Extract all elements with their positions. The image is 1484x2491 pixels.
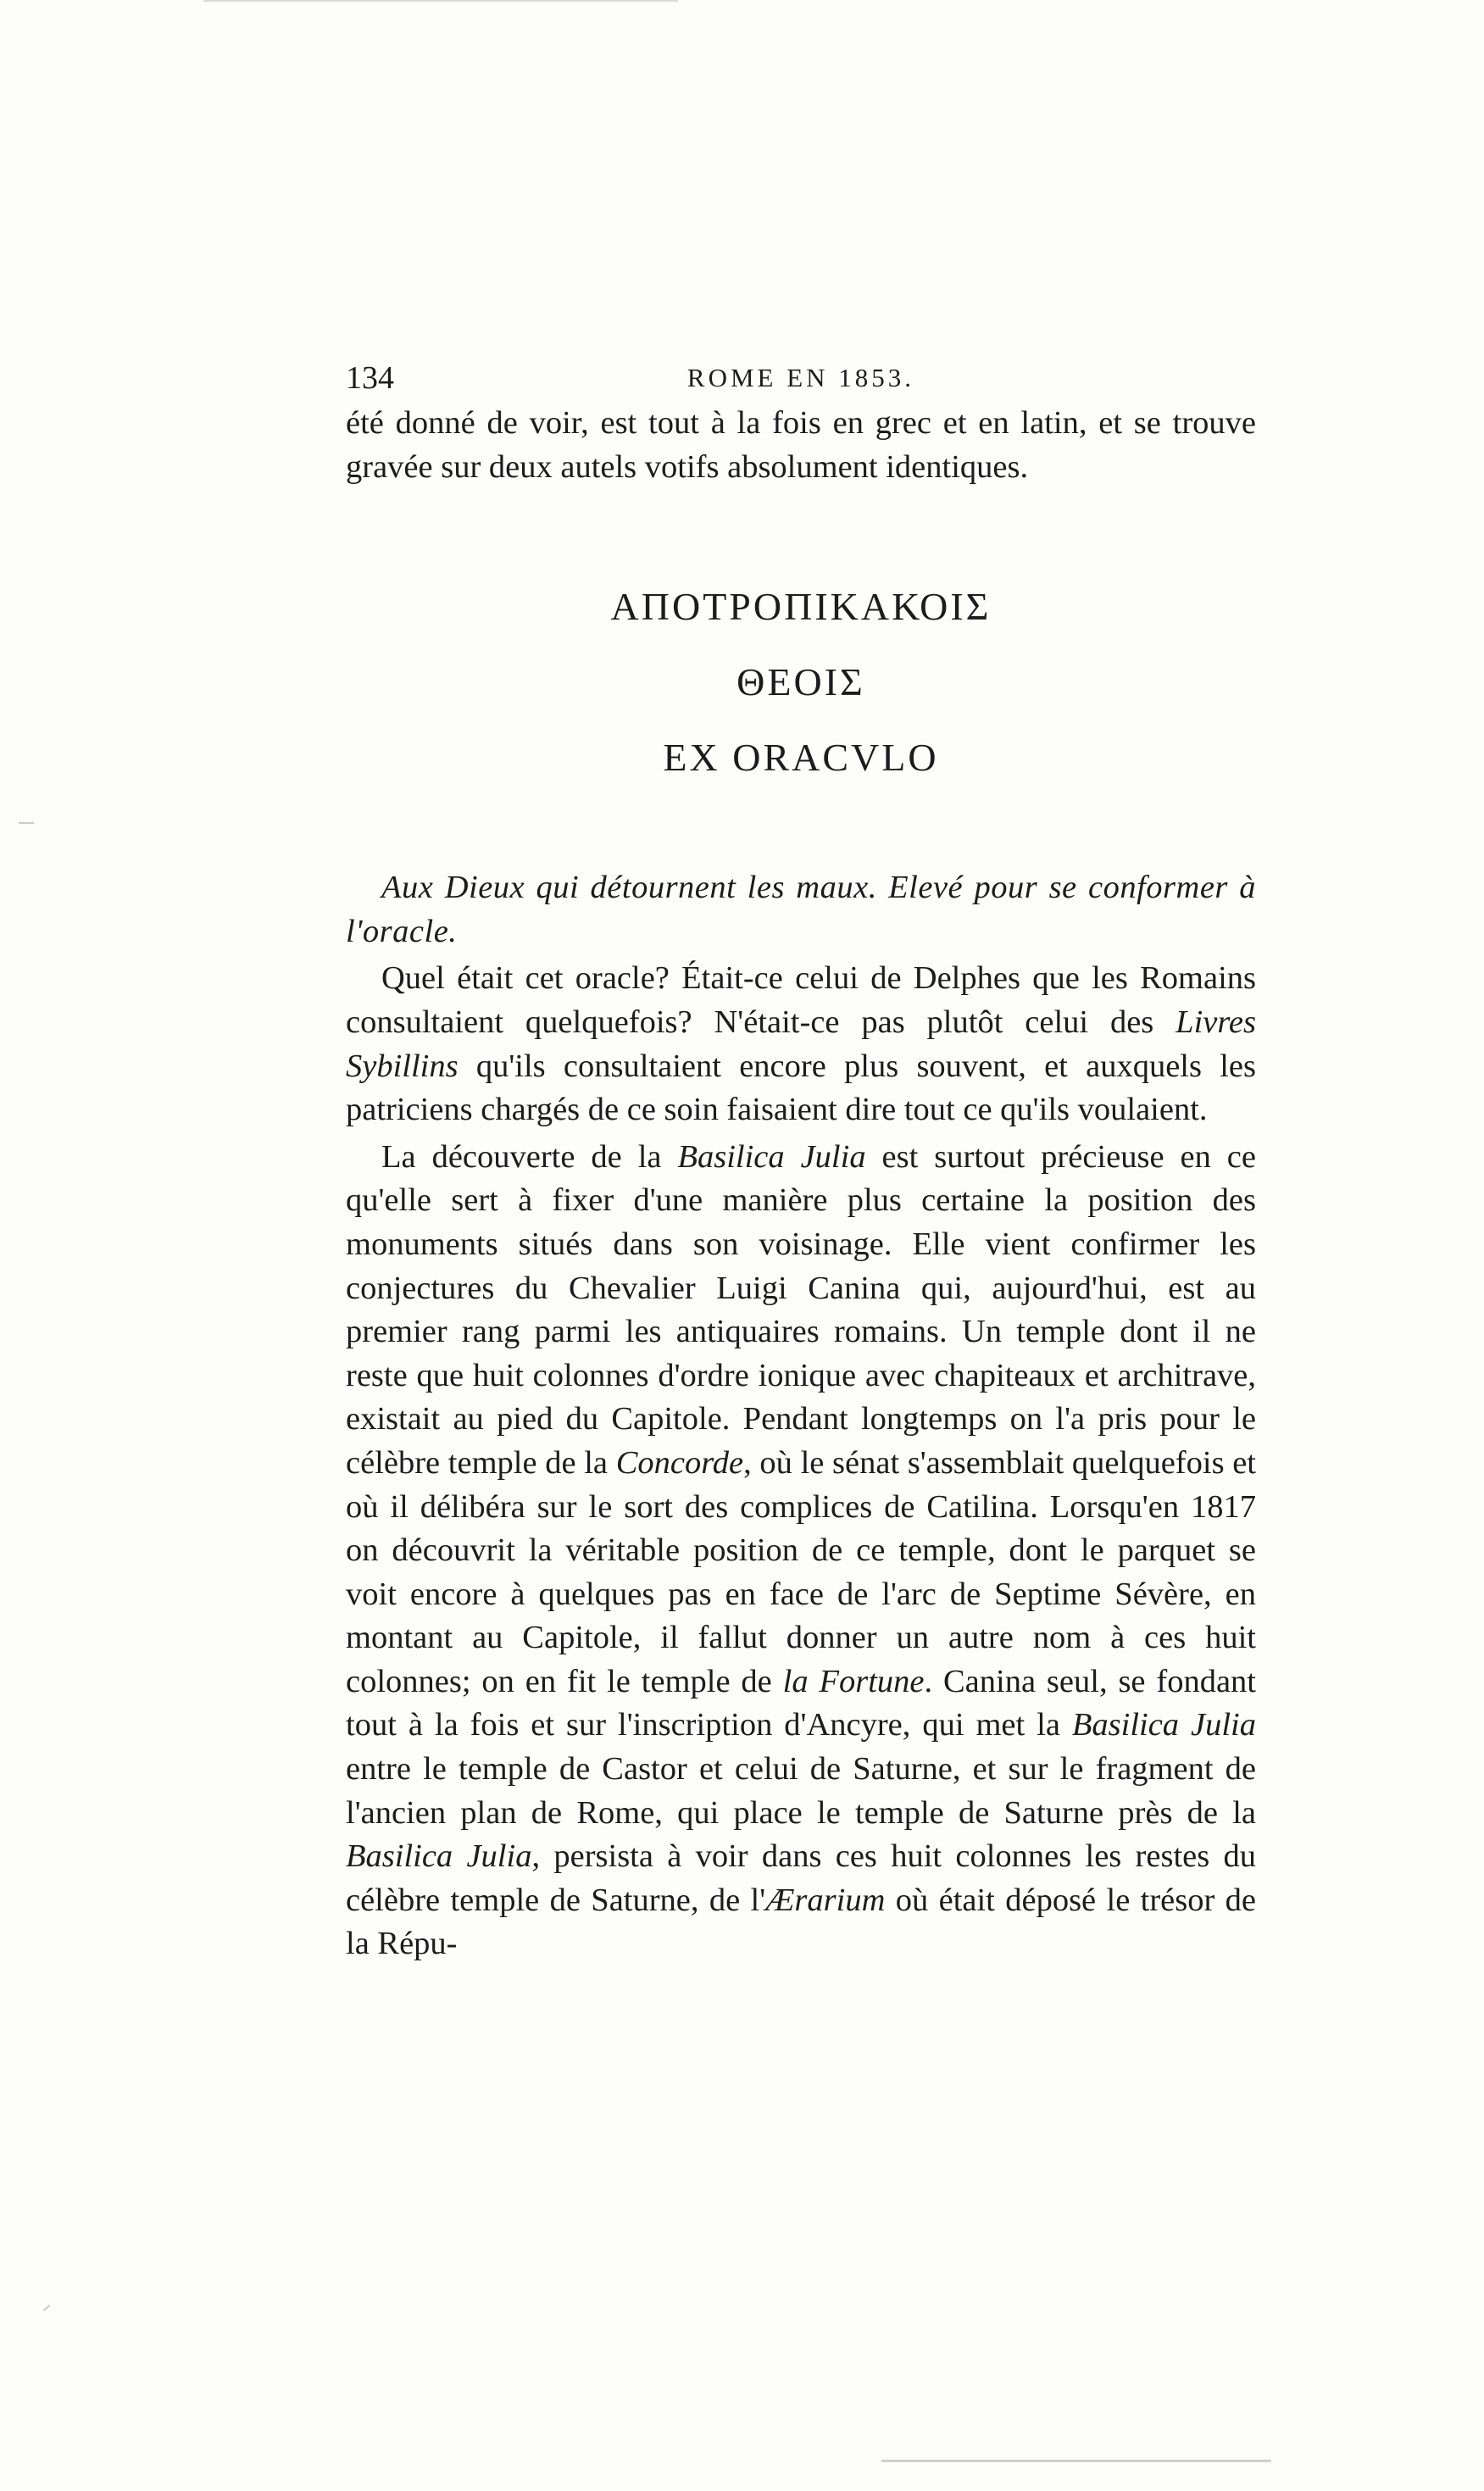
page-number: 134 (346, 360, 394, 396)
paragraph-basilica-italic-2: Concorde (615, 1444, 744, 1481)
paragraph-basilica-text-2: est surtout précieuse en ce qu'elle sert à fixer d'une manière plus certaine la position des monuments situés dans son voisinage. Elle vient confirmer les conjectures du Chevalier Luigi Canina qui, aujourd'hui, est au premier rang parmi les antiquaires romains. Un temple dont il ne reste que huit colonnes d'ordre ionique avec chapiteaux et architrave, existait au pied du Capitole. Pendant longtemps on l'a pris pour le célèbre temple de la (346, 1138, 1256, 1481)
paragraph-basilica-italic-3: la Fortune (782, 1663, 925, 1699)
inscription-line-greek-1: ΑΠΟΤΡΟΠΙΚΑΚΟΙΣ (610, 585, 992, 629)
continuation-paragraph: été donné de voir, est tout à la fois en grec et en latin, et se trouve gravée sur deux autels votifs absolument identiques. (346, 405, 1256, 485)
body-text-main (346, 866, 1256, 1966)
paragraph-oracle (346, 957, 1256, 1132)
paragraph-basilica-text-7: où était déposé le trésor de la Répu- (346, 1882, 1256, 1962)
paragraph-basilica-italic-1: Basilica Julia (677, 1138, 866, 1175)
body-text (346, 402, 1256, 489)
translation-text: Aux Dieux qui détournent les maux. Elevé pour se conformer à l'oracle. (346, 870, 1256, 949)
scan-mark-left (19, 822, 34, 824)
inscription-line-latin: EX ORACVLO (663, 736, 939, 780)
paragraph-basilica-italic-6: Ærarium (765, 1882, 886, 1918)
paragraph-oracle-text-1: Quel était cet oracle? Était-ce celui de Delphes que les Romains consultaient quelquefois? N'était-ce pas plutôt celui des (346, 960, 1256, 1040)
paragraph-basilica-text-3: , où le sénat s'assemblait quelquefois et où il délibéra sur le sort des complices de Catilina. Lorsqu'en 1817 on découvrit la véritable position de ce temple, dont le parquet se voit encore à quelques pas en face de l'arc de Septime Sévère, en montant au Capitole, il fallut donner un autre nom à ces huit colonnes; on en fit le temple de (346, 1444, 1257, 1699)
paragraph-basilica (346, 1136, 1256, 1966)
paragraph-basilica-text-4: . Canina seul, se fondant tout à la fois et sur l'inscription d'Ancyre, qui met la (346, 1663, 1257, 1743)
paragraph-basilica-text-6: , persista à voir dans ces huit colonnes les restes du célèbre temple de Saturne, de l' (346, 1838, 1256, 1918)
paragraph-basilica-text-5: entre le temple de Castor et celui de Saturne, et sur le fragment de l'ancien plan de Rome, qui place le temple de Saturne près de la (346, 1751, 1256, 1831)
running-title: ROME EN 1853. (686, 363, 915, 392)
scan-mark-bottom (881, 2460, 1271, 2462)
paragraph-basilica-italic-4: Basilica Julia (1071, 1707, 1256, 1743)
running-head (346, 354, 1256, 402)
scan-mark-bottom-left (43, 2305, 51, 2311)
inscription (346, 585, 1256, 780)
paragraph-oracle-italic-1: Livres Sybillins (346, 1004, 1256, 1084)
inscription-line-greek-2: ΘΕΟΙΣ (736, 660, 865, 704)
translation-paragraph (346, 866, 1256, 954)
book-page (346, 354, 1256, 1966)
scan-mark-top (203, 0, 678, 2)
paragraph-oracle-text-2: qu'ils consultaient encore plus souvent, et auxquels les patriciens chargés de ce soin faisaient dire tout ce qu'ils voulaient. (346, 1048, 1256, 1128)
paragraph-basilica-text-1: La découverte de la (381, 1138, 678, 1175)
paragraph-basilica-italic-5: Basilica Julia (346, 1838, 532, 1875)
